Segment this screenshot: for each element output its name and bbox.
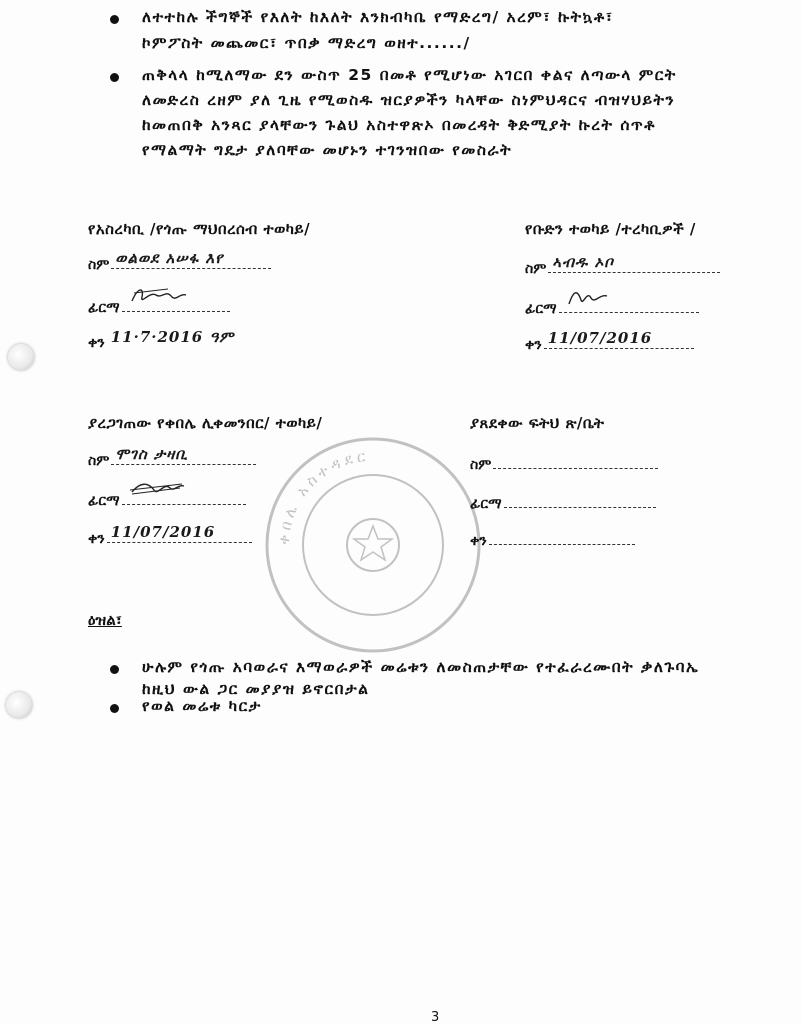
bullet-dot-icon [110,73,119,82]
handwritten-signature [128,476,186,502]
court-heading: ያጸደቀው ፍትህ ጽ/ቤት [470,414,605,432]
transferor-date-field [88,328,257,351]
handwritten-name: ኣብዱ ኦቦ [552,253,614,271]
date-label: ቀን [88,531,105,547]
bullet-line: ለመድረስ ረዘም ያለ ጊዜ የሚወስዱ ዝርያዎችን ካላቸው ስነምህዳርና ብዝሃህይትን [142,91,676,109]
bullet-line: ሁሉም የጎጡ አባወራና እማወራዎች መሬቱን ለመስጠታቸው የተፈራረሙበት ቃለጉባኤ [142,658,700,676]
verifier-name-field [88,445,256,469]
bullet-line: ኮምፖስት መጨመር፣ ጥበቃ ማድረግ ወዘተ....../ [142,34,471,52]
signature-label: ፊርማ [525,301,557,317]
name-label: ስም [88,257,110,273]
bullet-line: የማልማት ግዴታ ያለባቸው መሆኑን ተገንዝበው የመስራት [142,141,513,159]
group-rep-signature-field [525,298,699,317]
handwritten-name: ወልወደ አሠፋ እየ [115,249,224,267]
verifier-heading: ያረጋገጠው የቀበሌ ሊቀመንበር/ ተወካይ/ [88,414,323,432]
stamp-text: ቀበሌ አስተዳደር [274,446,371,546]
date-label: ቀን [525,337,542,353]
bullet-dot-icon [110,704,119,713]
signature-label: ፊርማ [88,493,120,509]
court-name-field [470,454,658,473]
date-label: ቀን [470,533,487,549]
handwritten-signature [128,283,188,309]
date-label: ቀን [88,335,105,351]
verifier-date-field [88,523,252,547]
handwritten-date: 11/07/2016 [547,329,653,347]
handwritten-date: 11·7·2016 ዓም [110,328,235,346]
page-number: 3 [431,1010,440,1025]
group-rep-date-field [525,329,694,353]
official-stamp-icon [262,434,484,656]
transferor-heading: የአስረካቢ /የጎጡ ማህበረሰብ ተወካይ/ [88,220,311,238]
bullet-line: ጠቅላላ ከሚለማው ደን ውስጥ 25 በመቶ የሚሆነው አገርበ ቀልና ለጣውላ ምርት [142,66,677,84]
handwritten-date: 11/07/2016 [110,523,216,541]
transferor-signature-field [88,297,230,316]
court-signature-field [470,493,656,512]
signature-label: ፊርማ [470,496,502,512]
bullet-line: ለተተከሉ ችግኞች የእለት ከእለት እንክብካቤ የማድረግ/ አረም፣ ኩትኳቶ፣ [142,8,614,26]
handwritten-signature [565,284,611,310]
punch-hole-icon [6,692,32,718]
name-label: ስም [470,457,492,473]
court-date-field [470,530,635,549]
note-title: ዕዝል፣ [88,611,122,629]
bullet-dot-icon [110,665,119,674]
name-label: ስም [88,453,110,469]
bullet-line: ከዚህ ውል ጋር መያያዝ ይኖርበታል [142,680,370,698]
transferor-name-field [88,249,271,273]
group-rep-heading: የቡድን ተወካይ /ተረካቢዎች / [525,220,696,238]
group-rep-name-field [525,253,720,277]
bullet-line: ከመጠበቅ አንጻር ያላቸውን ጉልህ አስተዋጽኦ በመረዳት ቅድሚያት ኩረት ሰጥቶ [142,116,656,134]
handwritten-name: ሞገስ ታዛቢ [115,445,189,463]
bullet-dot-icon [110,15,119,24]
signature-label: ፊርማ [88,300,120,316]
name-label: ስም [525,261,547,277]
punch-hole-icon [8,344,34,370]
bullet-line: የወል መሬቱ ካርታ [142,697,262,715]
verifier-signature-field [88,490,246,509]
